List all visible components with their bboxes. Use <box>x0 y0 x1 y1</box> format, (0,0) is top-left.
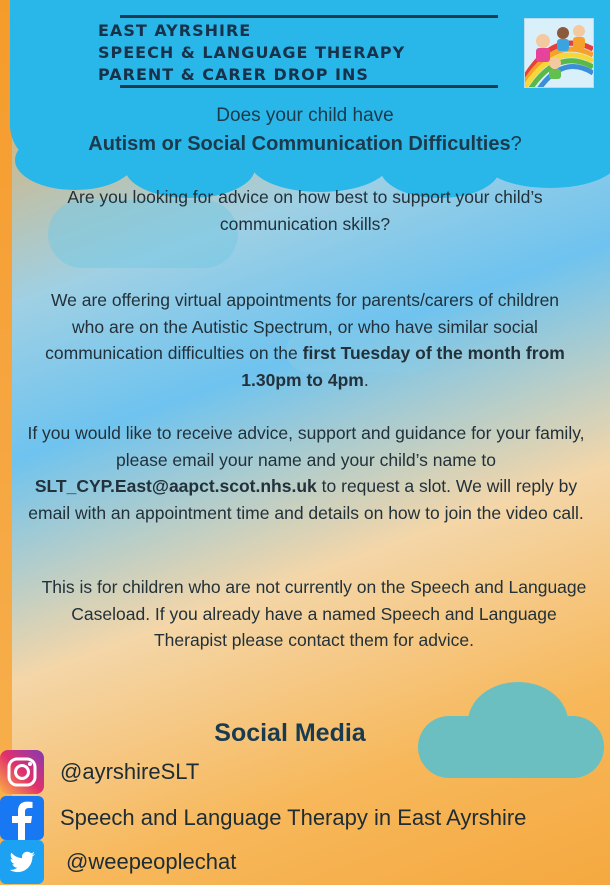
facebook-icon[interactable] <box>0 796 44 840</box>
instagram-handle[interactable]: @ayrshireSLT <box>60 759 200 784</box>
offer-schedule: first Tuesday of the month from 1.30pm to 4pm <box>241 343 565 390</box>
question-intro: Does your child have <box>216 105 394 126</box>
org-line-2: SPEECH & LANGUAGE THERAPY <box>98 43 406 62</box>
org-line-3: PARENT & CARER DROP INS <box>98 65 369 84</box>
instagram-icon[interactable] <box>0 750 44 794</box>
offer-text: We are offering virtual appointments for parents/carers of children who are on the Autistic Spectrum, or who have similar social communication difficulties on the <box>45 290 560 363</box>
contact-email[interactable]: SLT_CYP.East@aapct.scot.nhs.uk <box>34 476 317 496</box>
offer-period: . <box>363 369 369 390</box>
organisation-title <box>98 20 405 86</box>
twitter-handle[interactable]: @weepeoplechat <box>66 849 237 874</box>
offer-paragraph <box>38 287 572 393</box>
title-rule-top <box>120 15 498 18</box>
eligibility-note: This is for children who are not currently on the Speech and Language Caseload. If you already have a named Speech and Language Therapist please contact them for advice. <box>41 577 587 650</box>
org-line-1: EAST AYRSHIRE <box>98 21 252 40</box>
contact-text: If you would like to receive advice, support and guidance for your family, please email your name and your child’s name to <box>27 423 585 470</box>
question-mark: ? <box>510 133 522 155</box>
children-rainbow-illustration <box>524 18 594 88</box>
twitter-icon[interactable] <box>0 840 44 884</box>
facebook-page-name[interactable]: Speech and Language Therapy in East Ayrshire <box>60 805 527 830</box>
contact-paragraph <box>26 420 586 526</box>
question-headline <box>0 133 610 156</box>
social-twitter[interactable] <box>0 840 237 884</box>
contact-text-end: to request a slot. We will reply by email with an appointment time and details on how to join the video call. <box>28 476 584 523</box>
social-facebook[interactable] <box>0 796 527 840</box>
intro-paragraph: Are you looking for advice on how best to support your child’s communication skills? <box>67 187 543 234</box>
question-headline-bold: Autism or Social Communication Difficulties <box>88 133 511 155</box>
social-instagram[interactable] <box>0 750 200 794</box>
social-media-heading: Social Media <box>214 719 366 747</box>
